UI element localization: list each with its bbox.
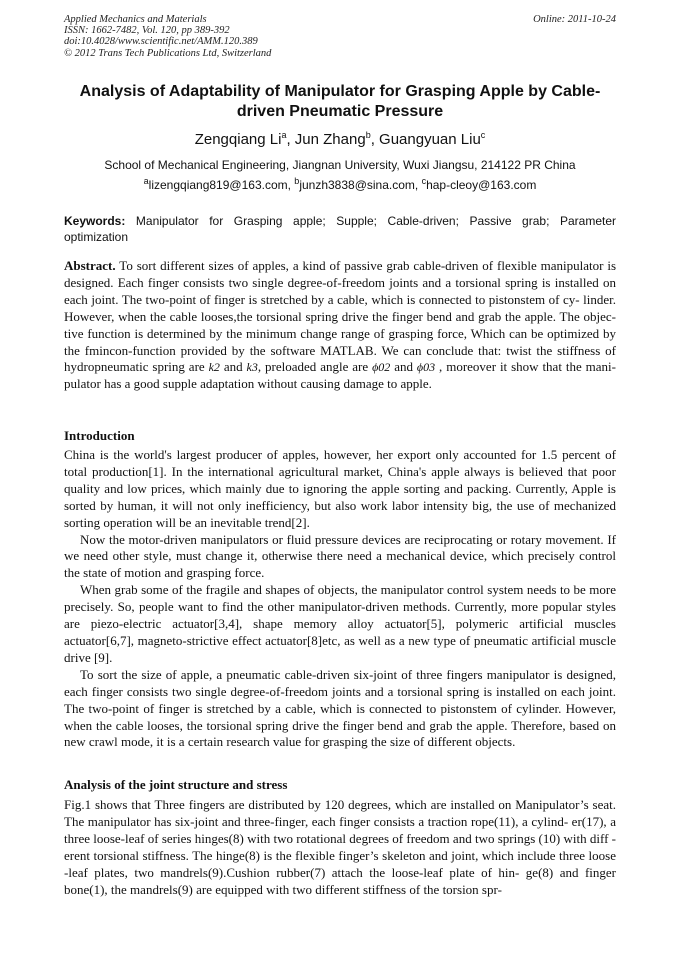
- email-list: $^a$lizengqiang819@163.com, $^b$junzh3838@sina.com, $^c$hap-cleoy@163.com: [143, 176, 537, 192]
- paragraph: Fig.1 shows that Three fingers are distributed by 120 degrees, which are installed on Manipulator’s seat. The manipulator has six-joint and three-finger, each finger consists a traction rope(11), a cylind- er(17), a three loose-leaf of series hinges(8) with two rotational degrees of freedom and two springs (10) with diff -erent torsional stiffness. The hinge(8) is the flexible finger’s skeleton and joint, which include three loose -leaf plates, two mandrels(9).Cushion rubber(7) attach the loose-leaf plate of hin- ge(8) and finger bone(1), the mandrels(9) are equipped with two different stiffness of the torsion spr-: [64, 797, 616, 897]
- author-name: Jun Zhang: [294, 131, 366, 148]
- journal-header: [64, 14, 616, 59]
- journal-name: Applied Mechanics and Materials: [64, 14, 207, 25]
- symbol-phi02: ϕ02: [372, 360, 391, 375]
- keywords-label: Keywords:: [64, 214, 126, 228]
- abstract-text: To sort different sizes of apples, a kind of passive grab cable-driven of flexible manipulator is designed. Each finger consists two single degree-of-freedom joints and a torsional spring is installed on each joint. The two-point of finger is stretched by a cable, which is connected to pistonstem of cy- linder. However, when the cable looses,the torsional spring drive the finger bend and grab the apple. The objec- tive function is determined by the minimum change range of grasping force, Which can be optimized by the fmincon-function provided by the software MATLAB. We can conclude that: twist the stiffness of hydropneumatic spring are: [64, 258, 616, 375]
- copyright-line: © 2012 Trans Tech Publications Ltd, Switzerland: [64, 47, 272, 59]
- keywords-text: Manipulator for Grasping apple; Supple; Cable-driven; Passive grab; Parameter optimization: [64, 214, 616, 244]
- email-address[interactable]: hap-cleoy@163.com: [426, 178, 537, 192]
- joint-section-heading: Analysis of the joint structure and stress: [64, 777, 288, 792]
- email-mark: a: [143, 176, 149, 186]
- email-address[interactable]: lizengqiang819@163.com: [148, 178, 288, 192]
- author-list: [64, 131, 616, 149]
- paragraph: When grab some of the fragile and shapes of objects, the manipulator control system needs to be more precisely. So, people want to find the other manipulator-driven methods. Currently, more popular styles are piezo-electric actuator[3,4], shape memory alloy actuator[5], polymeric artificial muscles actuator[6,7], magneto-strictive effect actuator[8]etc, as well as a new type of pneumatic artificial muscle drive [9].: [64, 582, 616, 665]
- doi-line: doi:10.4028/www.scientific.net/AMM.120.389: [64, 36, 258, 48]
- abstract-text: , preloaded angle are: [257, 359, 373, 375]
- author-name: Zengqiang Li: [194, 131, 282, 148]
- introduction-heading: Introduction: [64, 428, 135, 443]
- affiliation: School of Mechanical Engineering, Jiangnan University, Wuxi Jiangsu, 214122 PR China: [104, 158, 576, 172]
- author-separator: ,: [370, 131, 380, 148]
- author-name: Guangyuan Liu: [379, 131, 481, 148]
- issn-line: ISSN: 1662-7482, Vol. 120, pp 389-392: [64, 25, 230, 37]
- abstract-text: , moreover it show that the mani- pulator has a good supple adaptation without causing damage to apple.: [64, 359, 616, 392]
- email-mark: b: [294, 176, 300, 186]
- symbol-k2: k2: [208, 360, 220, 375]
- symbol-k3: k3: [246, 360, 258, 375]
- abstract-text: and: [219, 359, 247, 375]
- online-date: Online: 2011-10-24: [533, 14, 616, 25]
- author-affil-mark: b: [365, 130, 371, 140]
- abstract-text: and: [390, 359, 417, 375]
- email-mark: c: [421, 176, 427, 186]
- author-affil-mark: a: [281, 130, 287, 140]
- symbol-phi03: ϕ03: [416, 360, 436, 375]
- joint-section-body: [64, 797, 616, 898]
- abstract-label: Abstract.: [64, 258, 116, 273]
- email-address[interactable]: junzh3838@sina.com: [299, 178, 415, 192]
- author-separator: ,: [286, 131, 295, 148]
- paragraph: China is the world's largest producer of apples, however, her export only accounted for 1.5 percent of total production[1]. In the international agricultural market, China's apple always is believed that poor quality and low prices, which mainly due to ignoring the apple sorting and packing. Currently, Apple is sorted by human, it will not only inefficiency, but also work labor intensity big, the use of mechanized sorting operation will be an inevitable trend[2].: [64, 447, 616, 530]
- abstract: [64, 258, 616, 393]
- paper-title: Analysis of Adaptability of Manipulator for Grasping Apple by Cable-driven Pneumatic Pressure: [79, 83, 601, 120]
- author-affil-mark: c: [480, 130, 486, 140]
- paragraph: To sort the size of apple, a pneumatic cable-driven six-joint of three fingers manipulator is designed, each finger consists two single degree-of-freedom joints and a torsional spring is installed on each joint. The two-point of finger is stretched by a cable, which is connected to pistonstem of cylinder. However, when the cable looses, the torsional spring drive the finger bend and grab the apple. Therefore, based on new crawl mode, it is a certain research value for grasping the size of different objects.: [64, 666, 616, 750]
- introduction-body: [64, 447, 616, 751]
- paragraph: Now the motor-driven manipulators or fluid pressure devices are reciprocating or rotary movement. If we need other style, must change it, otherwise there need a mechanical device, which precisely control the state of motion and grasping force.: [64, 531, 616, 581]
- keywords: [64, 213, 616, 245]
